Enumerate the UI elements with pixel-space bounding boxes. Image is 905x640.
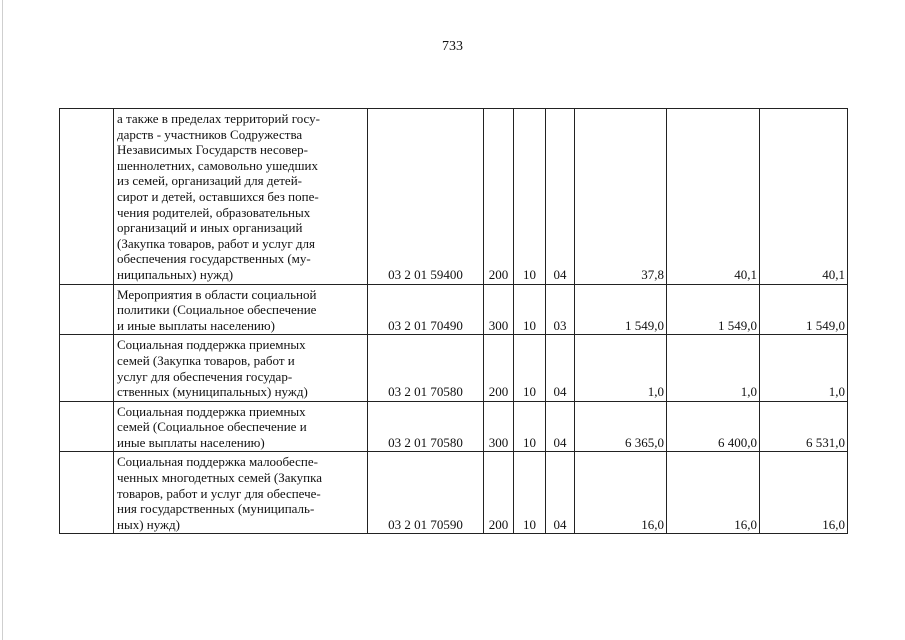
description-line: ченных многодетных семей (Закупка <box>117 470 323 486</box>
description-line: товаров, работ и услуг для обеспече- <box>117 485 321 501</box>
amount-year3-cell: 1,0 <box>760 335 848 401</box>
amount-year1-cell: 6 365,0 <box>575 401 667 452</box>
amount-year1-cell: 16,0 <box>575 452 667 534</box>
amount-year2-cell: 6 400,0 <box>667 401 760 452</box>
row-number-cell <box>60 284 114 335</box>
budget-table <box>59 108 848 534</box>
description-line: ственных (муниципальных) нужд) <box>117 384 308 400</box>
description-line: семей (Закупка товаров, работ и <box>117 352 295 368</box>
row-number-cell <box>60 452 114 534</box>
subsection-cell: 03 <box>546 284 575 335</box>
subsection-cell: 04 <box>546 109 575 285</box>
description-line: из семей, организаций для детей- <box>117 173 302 189</box>
subsection-cell: 04 <box>546 452 575 534</box>
amount-year2-cell: 40,1 <box>667 109 760 285</box>
description-line: обеспечения государственных (му- <box>117 251 311 267</box>
description-line: политики (Социальное обеспечение <box>117 302 317 318</box>
amount-year3-cell: 16,0 <box>760 452 848 534</box>
target-code-cell: 03 2 01 70580 <box>368 335 484 401</box>
description-line: Социальная поддержка малообеспе- <box>117 454 318 470</box>
description-line: иные выплаты населению) <box>117 434 265 450</box>
description-line: дарств - участников Содружества <box>117 126 303 142</box>
row-number-cell <box>60 109 114 285</box>
table-row <box>60 401 848 452</box>
page-number: 733 <box>442 39 463 54</box>
description-cell <box>114 284 368 335</box>
amount-year3-cell: 1 549,0 <box>760 284 848 335</box>
description-cell <box>114 401 368 452</box>
amount-year1-cell: 1,0 <box>575 335 667 401</box>
description-line: Социальная поддержка приемных <box>117 337 306 353</box>
description-line: услуг для обеспечения государ- <box>117 368 293 384</box>
target-code-cell: 03 2 01 70490 <box>368 284 484 335</box>
table-row <box>60 452 848 534</box>
description-line: ных) нужд) <box>117 516 180 532</box>
target-code-cell: 03 2 01 70590 <box>368 452 484 534</box>
table-row <box>60 109 848 285</box>
description-line: шеннолетних, самовольно ушедших <box>117 157 318 173</box>
scan-edge-line <box>2 0 3 640</box>
description-cell <box>114 452 368 534</box>
amount-year2-cell: 1,0 <box>667 335 760 401</box>
subsection-cell: 04 <box>546 335 575 401</box>
row-number-cell <box>60 401 114 452</box>
description-line: семей (Социальное обеспечение и <box>117 419 307 435</box>
description-line: организаций и иных организаций <box>117 220 303 236</box>
row-number-cell <box>60 335 114 401</box>
expense-type-cell: 200 <box>484 335 514 401</box>
section-cell: 10 <box>514 335 546 401</box>
amount-year2-cell: 1 549,0 <box>667 284 760 335</box>
description-line: ниципальных) нужд) <box>117 266 234 282</box>
description-line: чения родителей, образовательных <box>117 204 311 220</box>
subsection-cell: 04 <box>546 401 575 452</box>
section-cell: 10 <box>514 284 546 335</box>
table-body <box>60 109 848 534</box>
description-line: и иные выплаты населению) <box>117 317 275 333</box>
expense-type-cell: 300 <box>484 401 514 452</box>
description-line: а также в пределах территорий госу- <box>117 111 320 126</box>
section-cell: 10 <box>514 401 546 452</box>
expense-type-cell: 200 <box>484 452 514 534</box>
description-line: Независимых Государств несовер- <box>117 142 308 158</box>
expense-type-cell: 200 <box>484 109 514 285</box>
table-row <box>60 284 848 335</box>
description-cell <box>114 335 368 401</box>
description-line: Мероприятия в области социальной <box>117 286 317 302</box>
amount-year3-cell: 6 531,0 <box>760 401 848 452</box>
target-code-cell: 03 2 01 70580 <box>368 401 484 452</box>
amount-year3-cell: 40,1 <box>760 109 848 285</box>
expense-type-cell: 300 <box>484 284 514 335</box>
section-cell: 10 <box>514 109 546 285</box>
description-line: сирот и детей, оставшихся без попе- <box>117 188 319 204</box>
description-cell <box>114 109 368 285</box>
amount-year1-cell: 1 549,0 <box>575 284 667 335</box>
target-code-cell: 03 2 01 59400 <box>368 109 484 285</box>
description-line: (Закупка товаров, работ и услуг для <box>117 235 315 251</box>
section-cell: 10 <box>514 452 546 534</box>
table-row <box>60 335 848 401</box>
description-line: Социальная поддержка приемных <box>117 403 306 419</box>
description-line: ния государственных (муниципаль- <box>117 501 315 517</box>
amount-year2-cell: 16,0 <box>667 452 760 534</box>
amount-year1-cell: 37,8 <box>575 109 667 285</box>
